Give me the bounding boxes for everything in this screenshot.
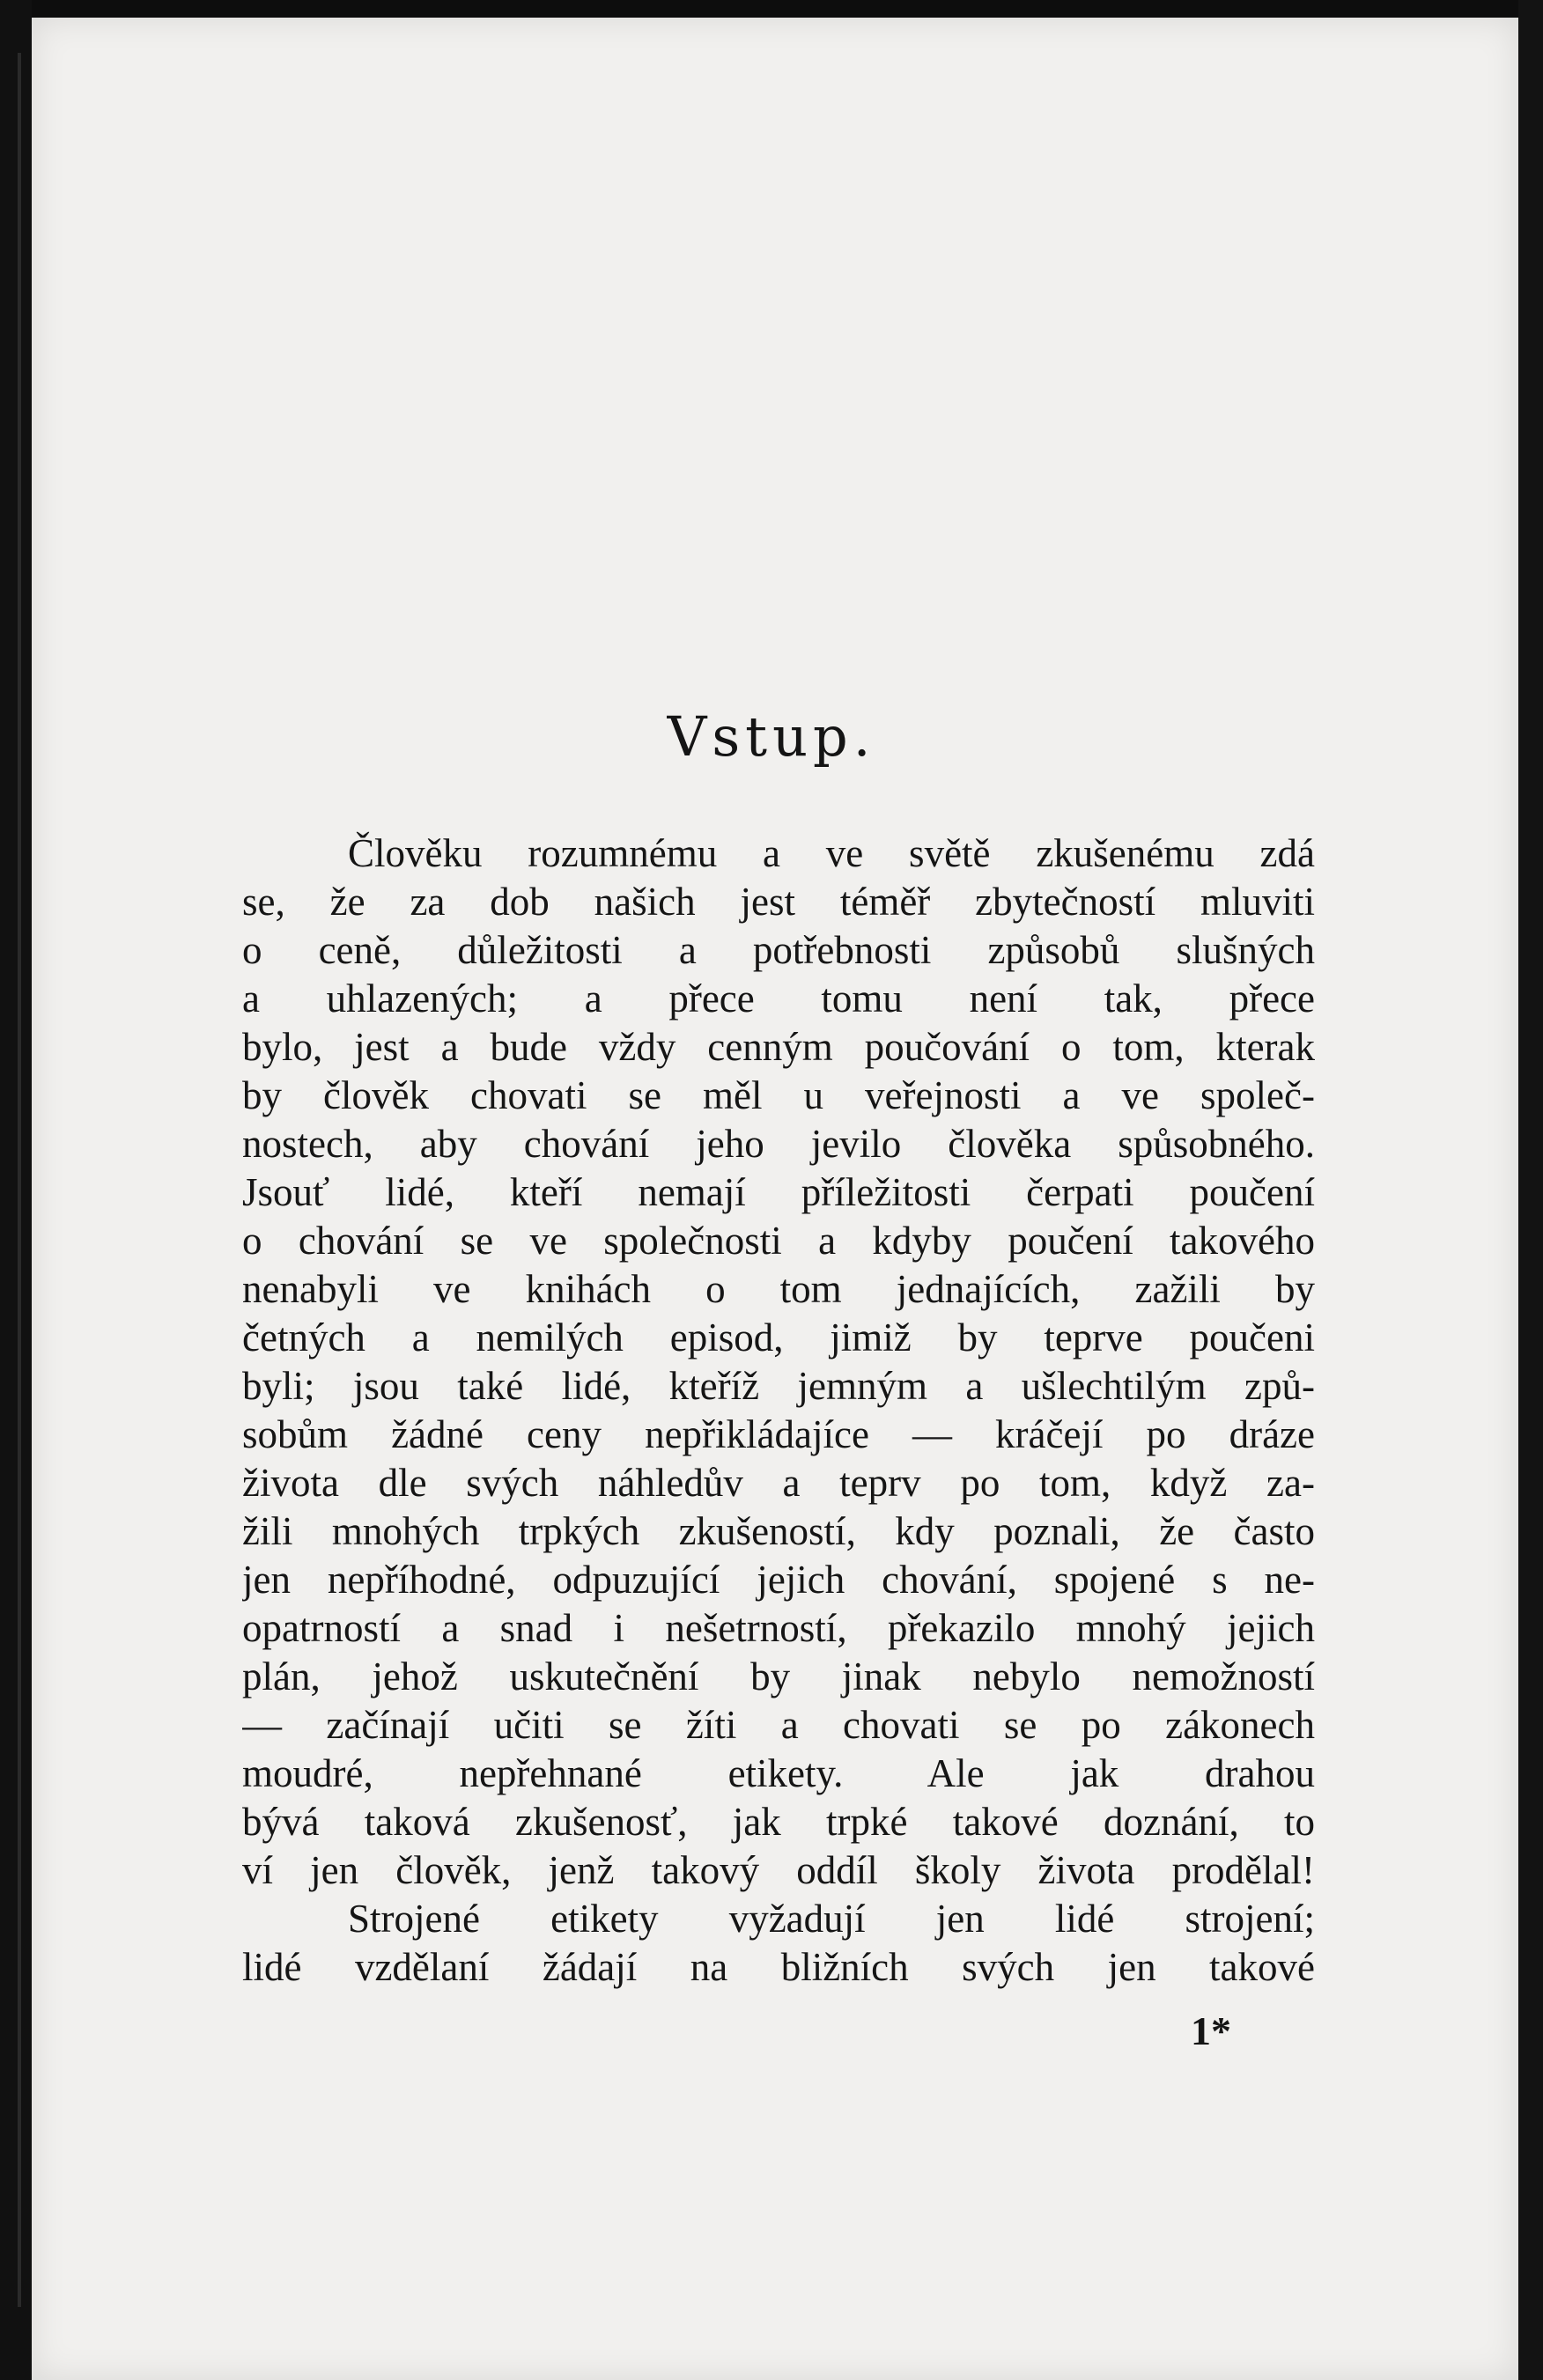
text-line: — začínají učiti se žíti a chovati se po zákonech <box>242 1703 1315 1747</box>
binding-gutter <box>0 0 32 2380</box>
text-line: žili mnohých trpkých zkušeností, kdy poznali, že často <box>242 1509 1315 1553</box>
text-line: o chování se ve společnosti a kdyby poučení takového <box>242 1219 1315 1263</box>
text-line: nenabyli ve knihách o tom jednajících, zažili by <box>242 1267 1315 1311</box>
text-line: Člověku rozumnému a ve světě zkušenému zdá <box>348 831 1315 875</box>
page-number: 1* <box>1191 2008 1231 2053</box>
text-line: četných a nemilých episod, jimiž by teprve poučeni <box>242 1315 1315 1359</box>
text-line: by člověk chovati se měl u veřejnosti a ve společ- <box>242 1073 1315 1117</box>
text-line: ví jen člověk, jenž takový oddíl školy života prodělal! <box>242 1848 1315 1892</box>
text-line: nostech, aby chování jeho jevilo člověka spůsobného. <box>242 1122 1315 1166</box>
text-line: opatrností a snad i nešetrností, překazilo mnohý jejich <box>242 1606 1315 1650</box>
text-line: byli; jsou také lidé, kteříž jemným a ušlechtilým způ- <box>242 1364 1315 1408</box>
text-line: Strojené etikety vyžadují jen lidé strojení; <box>348 1897 1315 1941</box>
text-line: o ceně, důležitosti a potřebnosti způsobů slušných <box>242 928 1315 972</box>
text-line: jen nepříhodné, odpuzující jejich chování, spojené s ne- <box>242 1558 1315 1602</box>
text-line: života dle svých náhledův a teprv po tom, když za- <box>242 1461 1315 1505</box>
text-line: Jsouť lidé, kteří nemají příležitosti čerpati poučení <box>242 1170 1315 1214</box>
text-line: plán, jehož uskutečnění by jinak nebylo nemožností <box>242 1654 1315 1698</box>
body-text <box>242 829 1315 1992</box>
text-line: lidé vzdělaní žádají na bližních svých jen takové <box>242 1945 1315 1989</box>
text-line: a uhlazených; a přece tomu není tak, přece <box>242 976 1315 1021</box>
text-line: moudré, nepřehnané etikety. Ale jak drahou <box>242 1751 1315 1795</box>
text-line: bylo, jest a bude vždy cenným poučování o tom, kterak <box>242 1025 1315 1069</box>
page-edge-shadow <box>1518 0 1543 2380</box>
chapter-heading: Vstup. <box>667 704 876 769</box>
text-line: sobům žádné ceny nepřikládajíce — kráčejí po dráze <box>242 1412 1315 1456</box>
text-line: se, že za dob našich jest téměř zbytečností mluviti <box>242 880 1315 924</box>
text-line: bývá taková zkušenosť, jak trpké takové doznání, to <box>242 1800 1315 1844</box>
binding-edge <box>18 53 21 2307</box>
